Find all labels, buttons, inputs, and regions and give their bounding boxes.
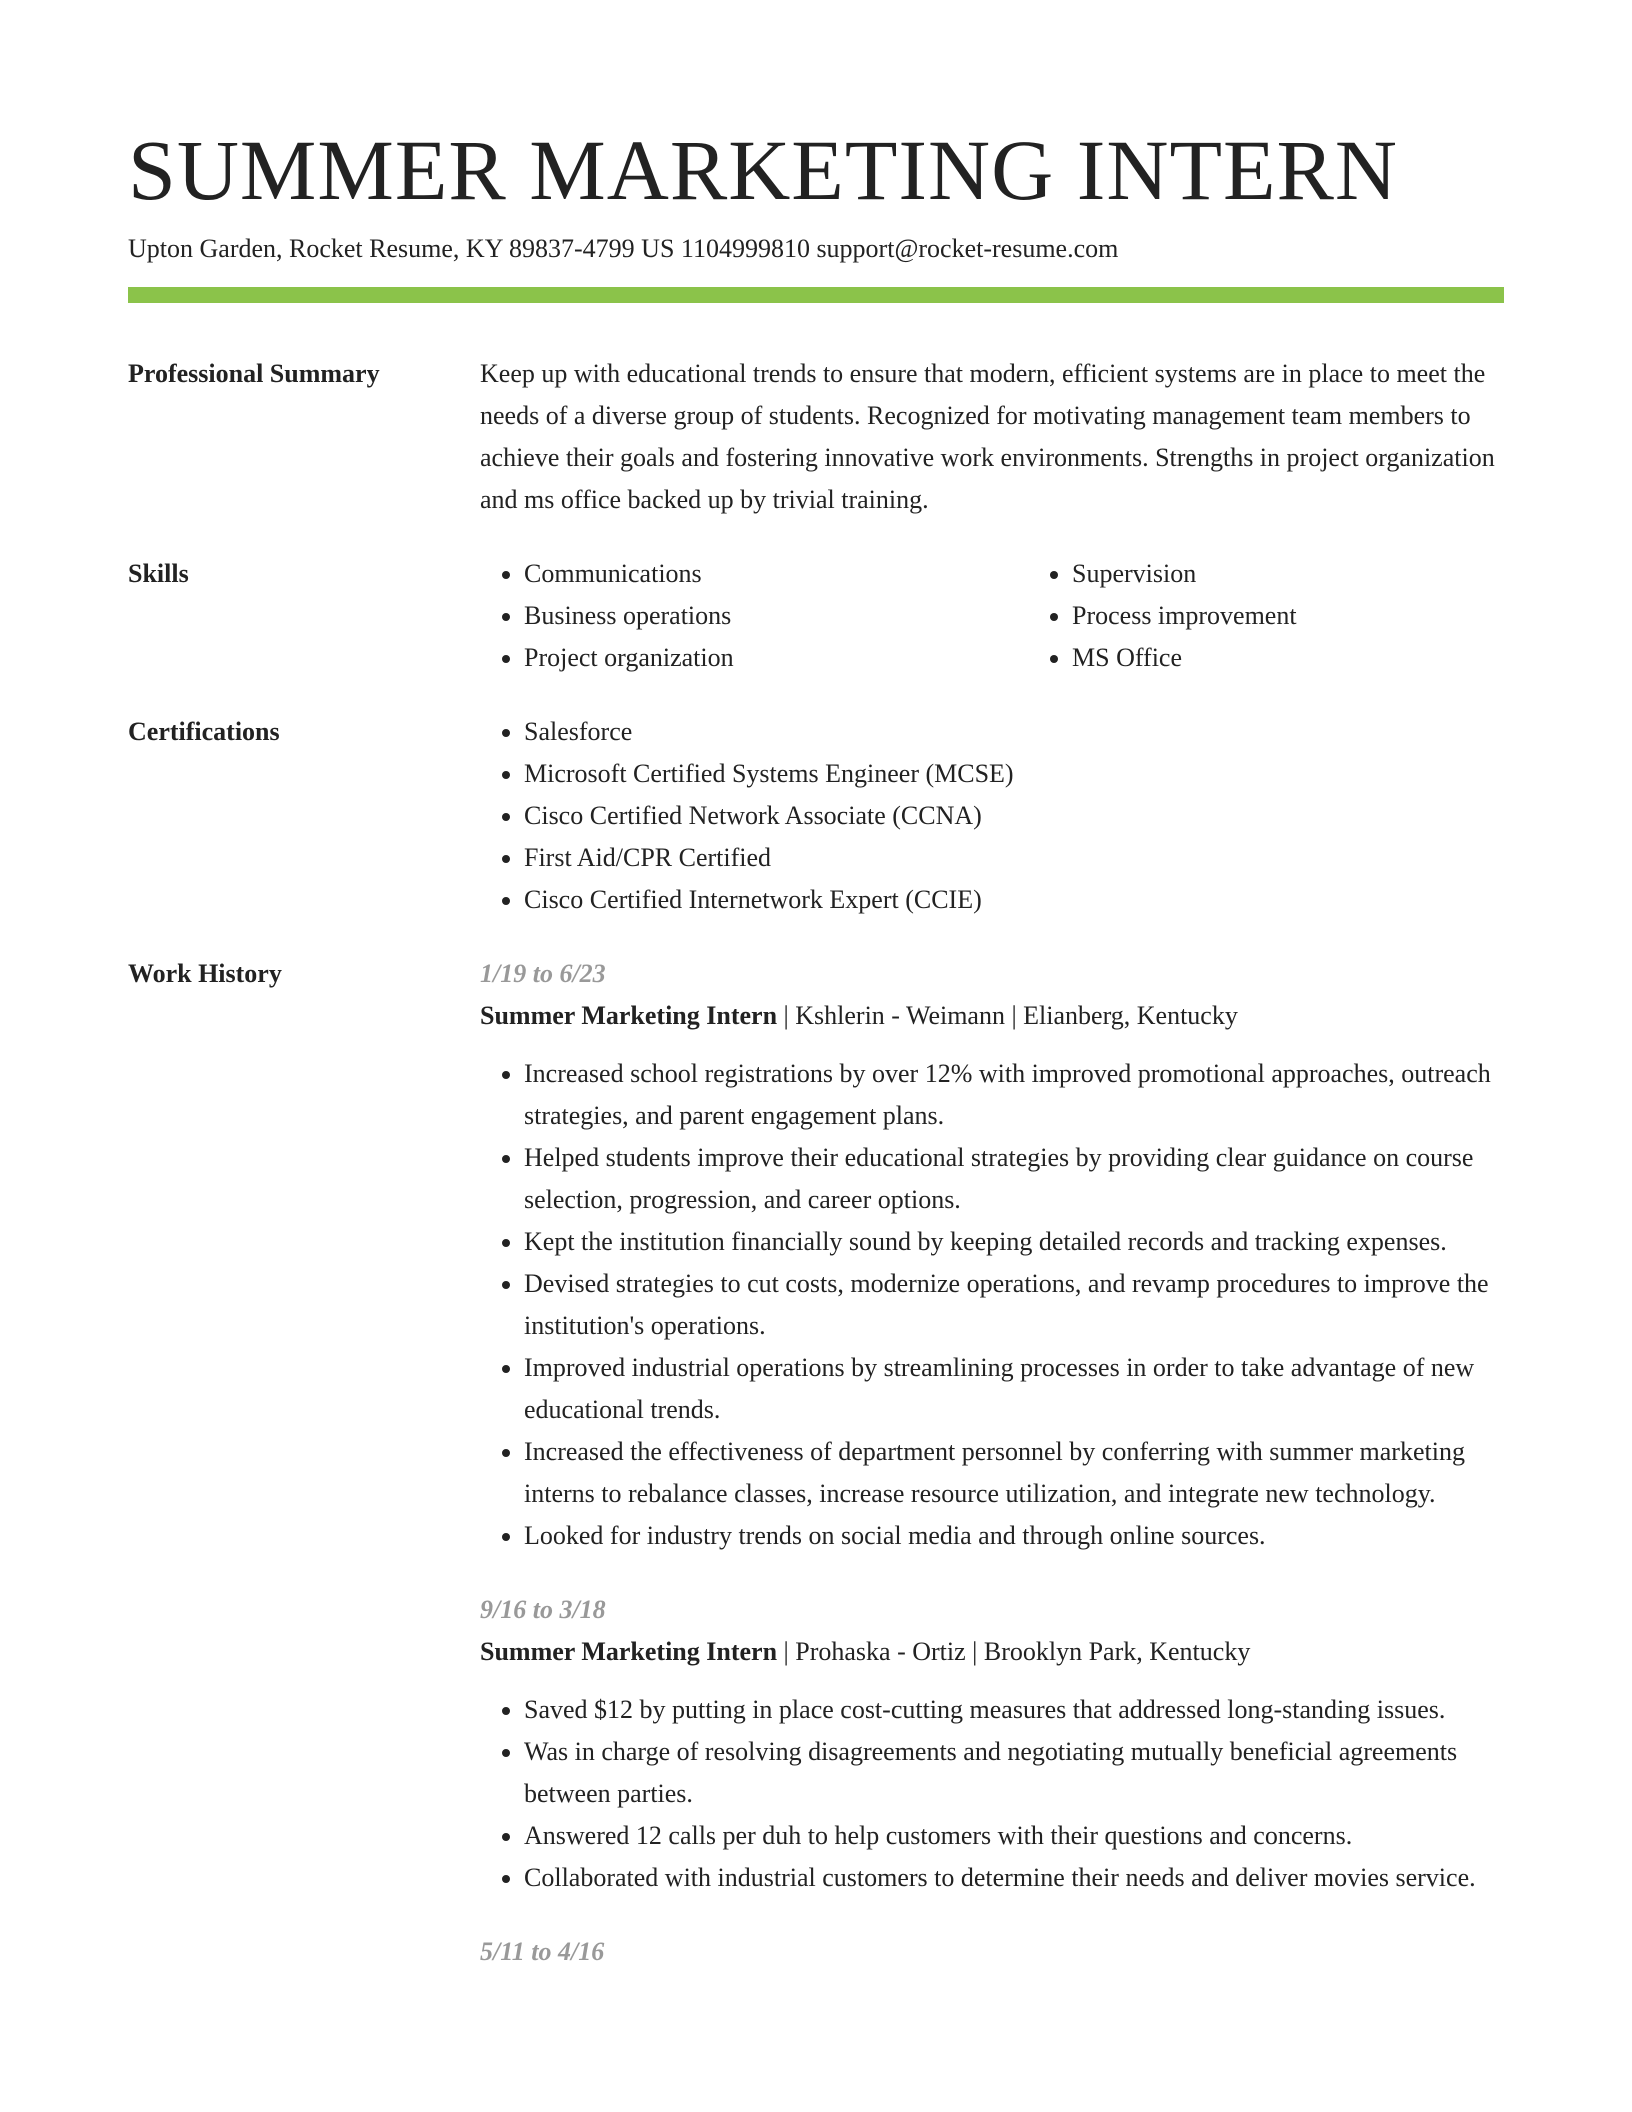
header-divider — [128, 287, 1504, 303]
job-title: Summer Marketing Intern — [480, 1637, 778, 1666]
skill-item: • MS Office — [1072, 637, 1576, 679]
job-bullet: • Increased the effectiveness of department personnel by conferring with summer marketing interns to rebalance classes, increase resource utilization, and integrate new technology. — [524, 1431, 1504, 1515]
job-bullet: • Improved industrial operations by streamlining processes in order to take advantage of new educational trends. — [524, 1347, 1504, 1431]
summary-label: Professional Summary — [128, 359, 380, 388]
skills-label: Skills — [128, 559, 189, 588]
summary-section — [128, 353, 1504, 521]
work-history-section — [128, 953, 1504, 2005]
skills-section — [128, 553, 1504, 679]
job-bullet: • Increased school registrations by over 12% with improved promotional approaches, outreach strategies, and parent engagement plans. — [524, 1053, 1504, 1137]
skill-item: • Business operations — [524, 595, 1028, 637]
job-bullet: • Looked for industry trends on social media and through online sources. — [524, 1515, 1504, 1557]
job-bullets — [480, 1053, 1504, 1557]
job-entry — [480, 1589, 1504, 1899]
contact-line: Upton Garden, Rocket Resume, KY 89837-4799 US 1104999810 support@rocket-resume.com — [128, 234, 1119, 263]
job-bullets — [480, 1689, 1504, 1899]
work-history-label: Work History — [128, 959, 282, 988]
summary-text: Keep up with educational trends to ensure that modern, efficient systems are in place to meet the needs of a diverse group of students. Recognized for motivating management team members to achieve their goals and fostering innovative work environments. Strengths in project organization and ms office backed up by trivial training. — [480, 359, 1495, 514]
job-title-line — [480, 995, 1504, 1037]
job-bullet: • Helped students improve their educational strategies by providing clear guidance on course selection, progression, and career options. — [524, 1137, 1504, 1221]
job-dates: 5/11 to 4/16 — [480, 1937, 605, 1966]
job-details: | Prohaska - Ortiz | Brooklyn Park, Kentucky — [777, 1637, 1251, 1666]
job-entry — [480, 1931, 1504, 1973]
job-bullet: • Saved $12 by putting in place cost-cutting measures that addressed long-standing issues. — [524, 1689, 1504, 1731]
skill-item: • Communications — [524, 553, 1028, 595]
job-bullet: • Was in charge of resolving disagreements and negotiating mutually beneficial agreements between parties. — [524, 1731, 1504, 1815]
job-dates: 9/16 to 3/18 — [480, 1595, 606, 1624]
certifications-list — [480, 711, 1504, 921]
job-bullet: • Kept the institution financially sound by keeping detailed records and tracking expenses. — [524, 1221, 1504, 1263]
certifications-label: Certifications — [128, 717, 280, 746]
skill-item: • Project organization — [524, 637, 1028, 679]
certifications-section — [128, 711, 1504, 921]
skill-item: • Process improvement — [1072, 595, 1576, 637]
resume-page — [128, 0, 1504, 2005]
certification-item: • Microsoft Certified Systems Engineer (MCSE) — [524, 753, 1504, 795]
skills-column-1 — [480, 553, 1028, 679]
certification-item: • Cisco Certified Network Associate (CCNA) — [524, 795, 1504, 837]
job-title-line — [480, 1631, 1504, 1673]
resume-name: SUMMER MARKETING INTERN — [128, 122, 1398, 218]
certification-item: • First Aid/CPR Certified — [524, 837, 1504, 879]
job-title: Summer Marketing Intern — [480, 1001, 778, 1030]
job-bullet: • Answered 12 calls per duh to help customers with their questions and concerns. — [524, 1815, 1504, 1857]
job-bullet: • Devised strategies to cut costs, modernize operations, and revamp procedures to improve the institution's operations. — [524, 1263, 1504, 1347]
job-details: | Kshlerin - Weimann | Elianberg, Kentucky — [777, 1001, 1238, 1030]
job-bullet: • Collaborated with industrial customers to determine their needs and deliver movies service. — [524, 1857, 1504, 1899]
job-entry — [480, 953, 1504, 1557]
job-dates: 1/19 to 6/23 — [480, 959, 606, 988]
certification-item: • Cisco Certified Internetwork Expert (CCIE) — [524, 879, 1504, 921]
skills-column-2 — [1028, 553, 1576, 679]
certification-item: • Salesforce — [524, 711, 1504, 753]
skill-item: • Supervision — [1072, 553, 1576, 595]
